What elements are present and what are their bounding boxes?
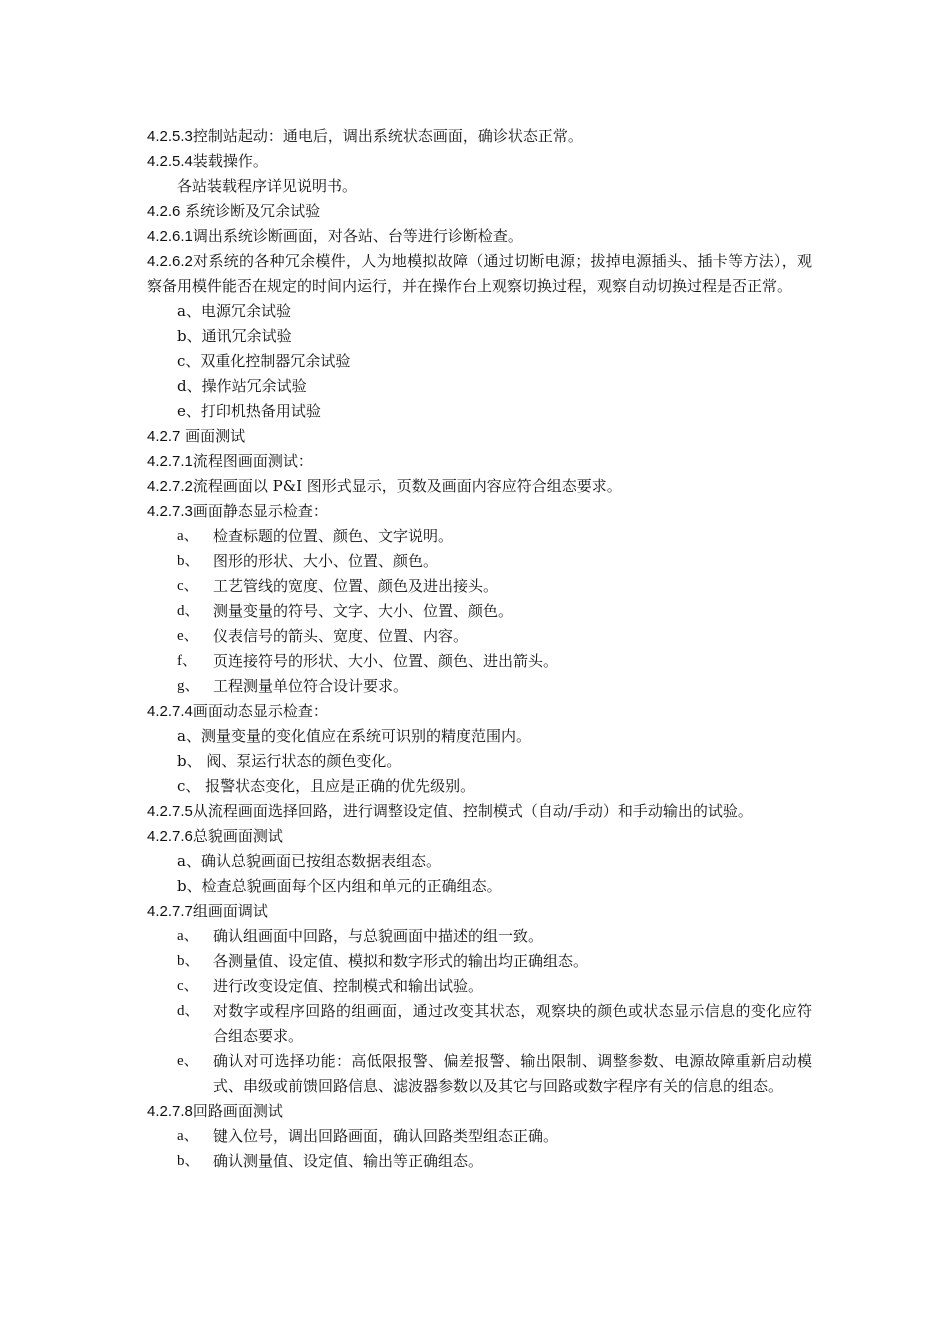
- list-item: [147, 1049, 812, 1099]
- paragraph-text: 组画面调试: [192, 902, 268, 920]
- paragraph-text: 控制站起动：通电后，调出系统状态画面，确诊状态正常。: [192, 127, 583, 145]
- paragraph-text: 对系统的各种冗余模件，人为地模拟故障（通过切断电源；拔掉电源插头、插卡等方法），观察备用模件能否在规定的时间内运行，并在操作台上观察切换过程，观察自动切换过程是否正常。: [147, 252, 812, 295]
- list-marker: b、: [177, 553, 200, 569]
- list-marker: a、: [177, 1128, 199, 1144]
- list-item: [147, 1124, 812, 1149]
- list-marker: c、: [177, 978, 199, 994]
- list-marker: a、: [177, 528, 199, 544]
- section-number: 4.2.7: [147, 428, 181, 445]
- paragraph: [147, 824, 812, 849]
- paragraph: [147, 249, 812, 299]
- section-number: 4.2.7.5: [147, 803, 193, 820]
- paragraph-text: 画面动态显示检查：: [192, 702, 328, 720]
- list-item: d、操作站冗余试验: [177, 377, 307, 395]
- paragraph-text: 调出系统诊断画面，对各站、台等进行诊断检查。: [192, 227, 523, 245]
- list-item-text: 工程测量单位符合设计要求。: [213, 677, 409, 695]
- paragraph: [147, 899, 812, 924]
- paragraph-text: 总貌画面测试: [192, 827, 283, 845]
- list-marker: c、: [177, 578, 199, 594]
- list-marker: g、: [177, 678, 200, 694]
- section-number: 4.2.5.4: [147, 153, 193, 170]
- list-item: a、电源冗余试验: [177, 302, 291, 320]
- section-number: 4.2.7.1: [147, 453, 193, 470]
- paragraph: [147, 449, 812, 474]
- list-marker: f、: [177, 653, 197, 669]
- list-item: [147, 624, 812, 649]
- section-number: 4.2.7.2: [147, 478, 193, 495]
- section-title: 画面测试: [185, 427, 246, 445]
- list-item-text: 仪表信号的箭头、宽度、位置、内容。: [213, 627, 469, 645]
- paragraph: [147, 799, 812, 824]
- list-item: [147, 599, 812, 624]
- list-item: [147, 574, 812, 599]
- section-number: 4.2.5.3: [147, 128, 193, 145]
- section-title: 系统诊断及冗余试验: [185, 202, 321, 220]
- list-marker: b、: [177, 1153, 200, 1169]
- list-item: b、通讯冗余试验: [177, 327, 292, 345]
- list-item-text: 确认对可选择功能：高低限报警、偏差报警、输出限制、调整参数、电源故障重新启动模式、串级或前馈回路信息、滤波器参数以及其它与回路或数字程序有关的信息的组态。: [213, 1052, 812, 1095]
- list-item: [147, 924, 812, 949]
- list-item: c、 报警状态变化，且应是正确的优先级别。: [177, 777, 476, 795]
- section-number: 4.2.7.6: [147, 828, 193, 845]
- section-heading: [147, 199, 812, 224]
- list-item: [147, 999, 812, 1049]
- section-number: 4.2.7.7: [147, 903, 193, 920]
- paragraph: [147, 474, 812, 499]
- list-item-text: 页连接符号的形状、大小、位置、颜色、进出箭头。: [213, 652, 559, 670]
- list-item: [147, 649, 812, 674]
- list-item: a、测量变量的变化值应在系统可识别的精度范围内。: [177, 727, 531, 745]
- section-number: 4.2.6.2: [147, 253, 193, 270]
- list-item-text: 各测量值、设定值、模拟和数字形式的输出均正确组态。: [213, 952, 589, 970]
- paragraph-text: 画面静态显示检查：: [192, 502, 328, 520]
- section-heading: [147, 424, 812, 449]
- paragraph: [147, 499, 812, 524]
- list-item: [147, 549, 812, 574]
- paragraph: [147, 149, 812, 174]
- list-item: [147, 524, 812, 549]
- paragraph-text: 流程画面以 P&I 图形式显示，页数及画面内容应符合组态要求。: [192, 477, 622, 495]
- paragraph-text: 回路画面测试: [192, 1102, 283, 1120]
- paragraph-text: 从流程画面选择回路，进行调整设定值、控制模式（自动/手动）和手动输出的试验。: [192, 802, 753, 820]
- list-item-text: 对数字或程序回路的组画面，通过改变其状态，观察块的颜色或状态显示信息的变化应符合组态要求。: [213, 1002, 812, 1045]
- list-item: [147, 674, 812, 699]
- paragraph: [147, 224, 812, 249]
- list-item: [147, 974, 812, 999]
- list-item-text: 确认测量值、设定值、输出等正确组态。: [213, 1152, 484, 1170]
- document-body: [147, 124, 812, 1174]
- section-number: 4.2.6.1: [147, 228, 193, 245]
- list-marker: a、: [177, 928, 199, 944]
- paragraph: [147, 1099, 812, 1124]
- list-item-text: 键入位号，调出回路画面，确认回路类型组态正确。: [213, 1127, 559, 1145]
- list-marker: e、: [177, 628, 199, 644]
- paragraph-text: 流程图画面测试：: [192, 452, 313, 470]
- list-marker: e、: [177, 1053, 199, 1069]
- list-item-text: 图形的形状、大小、位置、颜色。: [213, 552, 439, 570]
- list-item-text: 检查标题的位置、颜色、文字说明。: [213, 527, 454, 545]
- section-number: 4.2.6: [147, 203, 181, 220]
- list-item-text: 工艺管线的宽度、位置、颜色及进出接头。: [213, 577, 499, 595]
- section-number: 4.2.7.4: [147, 703, 193, 720]
- list-item: e、打印机热备用试验: [177, 402, 321, 420]
- list-marker: b、: [177, 953, 200, 969]
- list-item-text: 测量变量的符号、文字、大小、位置、颜色。: [213, 602, 514, 620]
- list-item: [147, 1149, 812, 1174]
- paragraph: [147, 699, 812, 724]
- list-item: [147, 949, 812, 974]
- list-item: c、双重化控制器冗余试验: [177, 352, 351, 370]
- paragraph-text: 装载操作。: [192, 152, 268, 170]
- list-item: b、 阀、泵运行状态的颜色变化。: [177, 752, 402, 770]
- list-item-text: 进行改变设定值、控制模式和输出试验。: [213, 977, 484, 995]
- section-number: 4.2.7.8: [147, 1103, 193, 1120]
- list-marker: d、: [177, 1003, 200, 1019]
- list-item: a、确认总貌画面已按组态数据表组态。: [177, 852, 441, 870]
- section-number: 4.2.7.3: [147, 503, 193, 520]
- list-item: b、检查总貌画面每个区内组和单元的正确组态。: [177, 877, 502, 895]
- paragraph-text: 各站装载程序详见说明书。: [177, 177, 358, 195]
- paragraph: [147, 124, 812, 149]
- list-item-text: 确认组画面中回路，与总貌画面中描述的组一致。: [213, 927, 544, 945]
- list-marker: d、: [177, 603, 200, 619]
